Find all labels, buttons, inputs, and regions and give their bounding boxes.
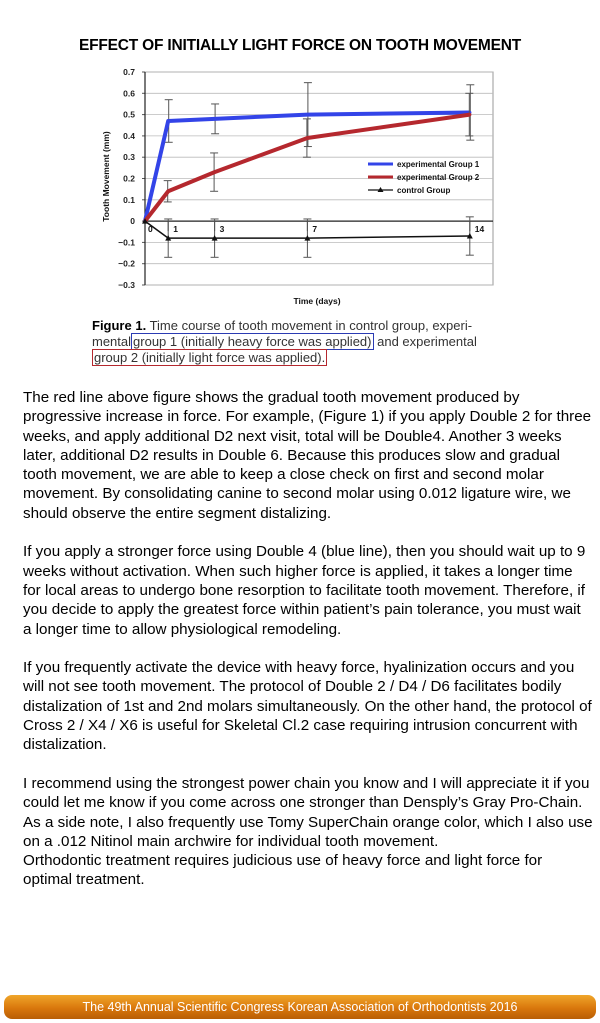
caption-text-1: Time course of tooth movement in control group, experi-: [146, 318, 473, 333]
x-tick-label: 14: [474, 224, 485, 235]
y-tick-label: 0.3: [123, 152, 135, 163]
paragraph-5: Orthodontic treatment requires judicious use of heavy force and light force for optimal treatment.: [23, 852, 543, 889]
caption-label: Figure 1.: [92, 318, 147, 333]
paragraph-3: If you frequently activate the device with heavy force, hyalinization occurs and you will not see tooth movement. The protocol of Double 2 / D4 / D6 facilitates bodily distalization of 1st and 2nd molars simultaneously. On the other hand, the protocol of Cross 2 / X4 / X6 is useful for Skeletal Cl.2 case requiring intrusion concurrent with distalization.: [23, 659, 592, 754]
data-point: [306, 136, 309, 139]
page-title: EFFECT OF INITIALLY LIGHT FORCE ON TOOTH MOVEMENT: [78, 37, 521, 54]
x-axis-label: Time (days): [293, 296, 341, 306]
x-tick-label: 1: [173, 224, 178, 235]
data-point: [306, 113, 309, 116]
x-tick-label: 0: [148, 224, 153, 235]
legend-label: experimental Group 2: [397, 173, 480, 182]
x-tick-label: 3: [219, 224, 225, 235]
paragraph-1: The red line above figure shows the gradual tooth movement produced by progressive increase in force. For example, (Figure 1) if you apply Double 2 for three weeks, and apply additional D2 next visit, total will be Double4. Another 3 weeks later, additional D2 results in Double 6. Because this produces slow and gradual tooth movement, we are able to keep a close check on first and second molar movement. By consolidating canine to second molar using 0.012 ligature wire, we should observe the entire segment distalizing.: [23, 389, 592, 522]
caption-group2-box: group 2 (initially light force was applied).: [94, 350, 326, 365]
data-point: [167, 119, 170, 122]
figure-caption: [92, 318, 532, 366]
caption-text-2: mental: [92, 334, 132, 349]
y-tick-label: −0.2: [118, 258, 135, 269]
data-point: [213, 117, 216, 120]
y-tick-label: 0.6: [123, 88, 135, 99]
y-tick-label: 0.7: [123, 67, 135, 77]
x-tick-label: 7: [312, 224, 318, 235]
y-tick-label: 0: [130, 216, 135, 227]
paragraph-2: If you apply a stronger force using Double 4 (blue line), then you should wait up to 9 weeks without activation. When such higher force is applied, it takes a longer time for local areas to undergo bone resorption to facilitate tooth movement. Therefore, if you decide to apply the greatest force within patient’s pain tolerance, you must wait a longer time to allow physiological remodeling.: [23, 543, 586, 638]
article-body: [23, 388, 593, 890]
caption-group1-box: group 1 (initially heavy force was applied): [133, 334, 372, 349]
legend-label: control Group: [397, 186, 451, 195]
footer-banner: The 49th Annual Scientific Congress Korean Association of Orthodontists 2016: [4, 995, 596, 1019]
y-tick-label: 0.1: [123, 194, 135, 205]
y-tick-label: −0.3: [118, 280, 135, 290]
tooth-movement-chart: [0, 0, 600, 312]
y-tick-label: 0.2: [123, 173, 135, 184]
legend-label: experimental Group 1: [397, 160, 480, 169]
data-point: [213, 171, 216, 174]
y-tick-label: −0.1: [118, 237, 135, 248]
y-tick-label: 0.5: [123, 109, 135, 120]
caption-text-3: and experimental: [373, 334, 477, 349]
data-point: [167, 190, 170, 193]
data-point: [468, 113, 471, 116]
y-axis-label: Tooth Movement (mm): [101, 131, 111, 222]
y-tick-label: 0.4: [123, 130, 135, 141]
paragraph-4: I recommend using the strongest power chain you know and I will appreciate it if you could let me know if you come across one stronger than Densply’s Gray Pro-Chain. As a side note, I also frequently use Tomy SuperChain orange color, which I also use on a .012 Nitinol main archwire for individual tooth movement.: [23, 774, 593, 850]
